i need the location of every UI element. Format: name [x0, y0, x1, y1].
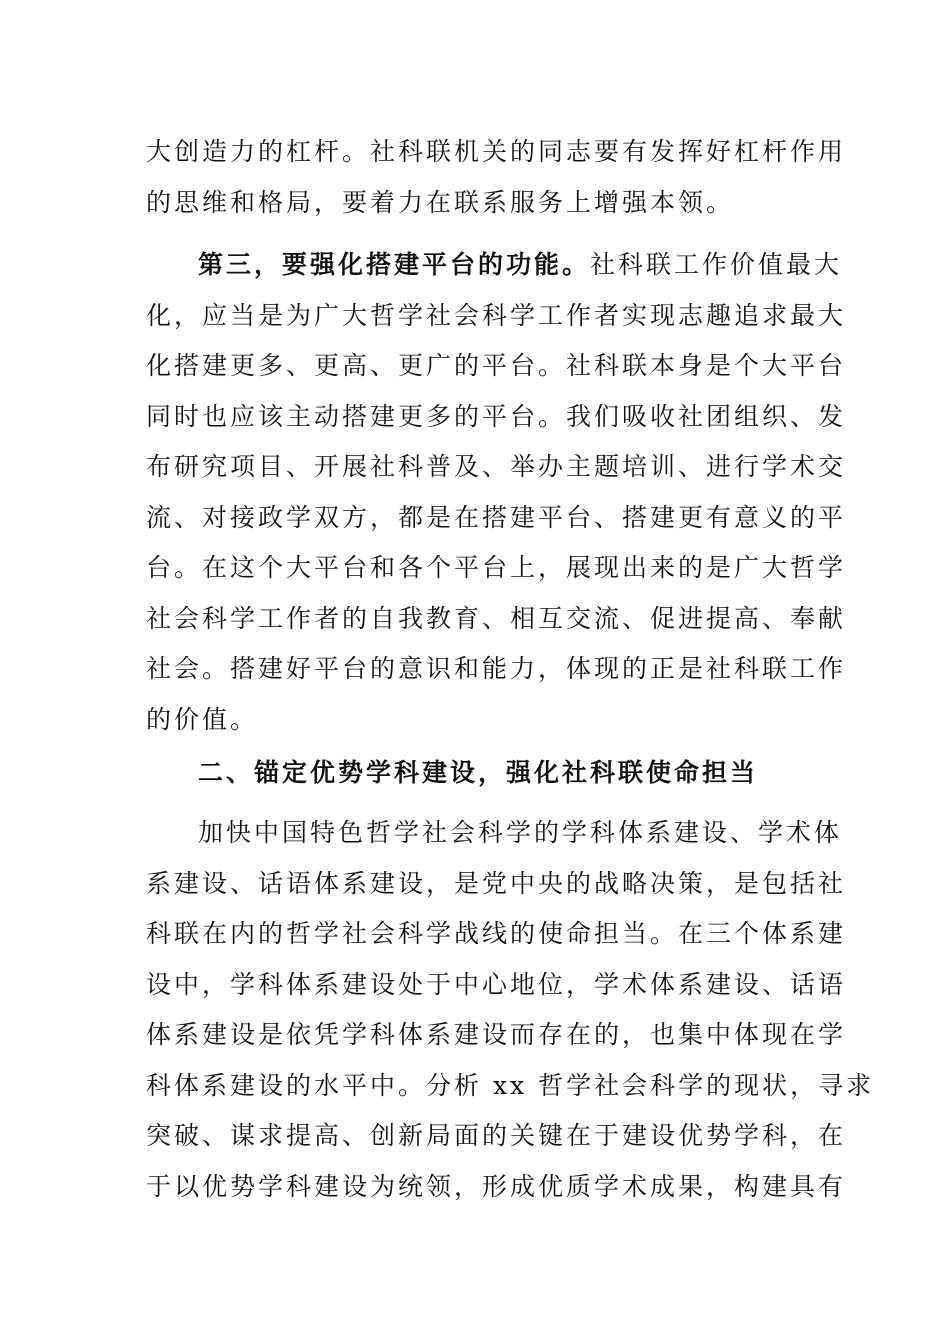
text-line: 突破、谋求提高、创新局面的关键在于建设优势学科，在: [146, 1121, 847, 1150]
text-line: 台。在这个大平台和各个平台上，展现出来的是广大哲学: [146, 553, 847, 582]
text-segment: 社科联工作价值最大: [590, 250, 843, 279]
text-line: [146, 240, 843, 291]
text-line: 同时也应该主动搭建更多的平台。我们吸收社团组织、发: [146, 401, 847, 431]
text-line: 布研究项目、开展社科普及、举办主题培训、进行学术交: [146, 452, 847, 481]
text-line: 的思维和格局，要着力在联系服务上增强本领。: [146, 187, 735, 217]
text-line: 设中，学科体系建设处于中心地位，学术体系建设、话语: [146, 969, 847, 999]
text-line: 大创造力的杠杆。社科联机关的同志要有发挥好杠杆作用: [146, 137, 847, 166]
text-line: 加快中国特色哲学社会科学的学科体系建设、学术体: [198, 818, 843, 847]
text-line: 的价值。: [146, 704, 259, 734]
paragraph-platform-function: [146, 240, 847, 745]
text-line: 体系建设是依凭学科体系建设而存在的，也集中体现在学: [146, 1020, 847, 1049]
text-line: 系建设、话语体系建设，是党中央的战略决策，是包括社: [146, 868, 847, 898]
section-heading: 二、锚定优势学科建设，强化社科联使命担当: [198, 758, 759, 787]
text-line: 化搭建更多、更高、更广的平台。社科联本身是个大平台: [146, 351, 847, 380]
paragraph-heading: 第三，要强化搭建平台的功能。: [198, 250, 591, 279]
paragraph-continuation: [146, 127, 847, 228]
text-line: 社会科学工作者的自我教育、相互交流、促进提高、奉献: [146, 603, 847, 633]
text-line: 流、对接政学双方，都是在搭建平台、搭建更有意义的平: [146, 502, 847, 532]
text-line: 化，应当是为广大哲学社会科学工作者实现志趣追求最大: [146, 300, 847, 330]
text-line: 科体系建设的水平中。分析 xx 哲学社会科学的现状，寻求: [146, 1070, 875, 1100]
section-heading-block: [146, 748, 806, 799]
text-line: 社会。搭建好平台的意识和能力，体现的正是社科联工作: [146, 654, 847, 683]
text-line: 于以优势学科建设为统领，形成优质学术成果，构建具有: [146, 1171, 847, 1201]
paragraph-discipline-building: [146, 808, 875, 1212]
text-line: 科联在内的哲学社会科学战线的使命担当。在三个体系建: [146, 919, 847, 948]
